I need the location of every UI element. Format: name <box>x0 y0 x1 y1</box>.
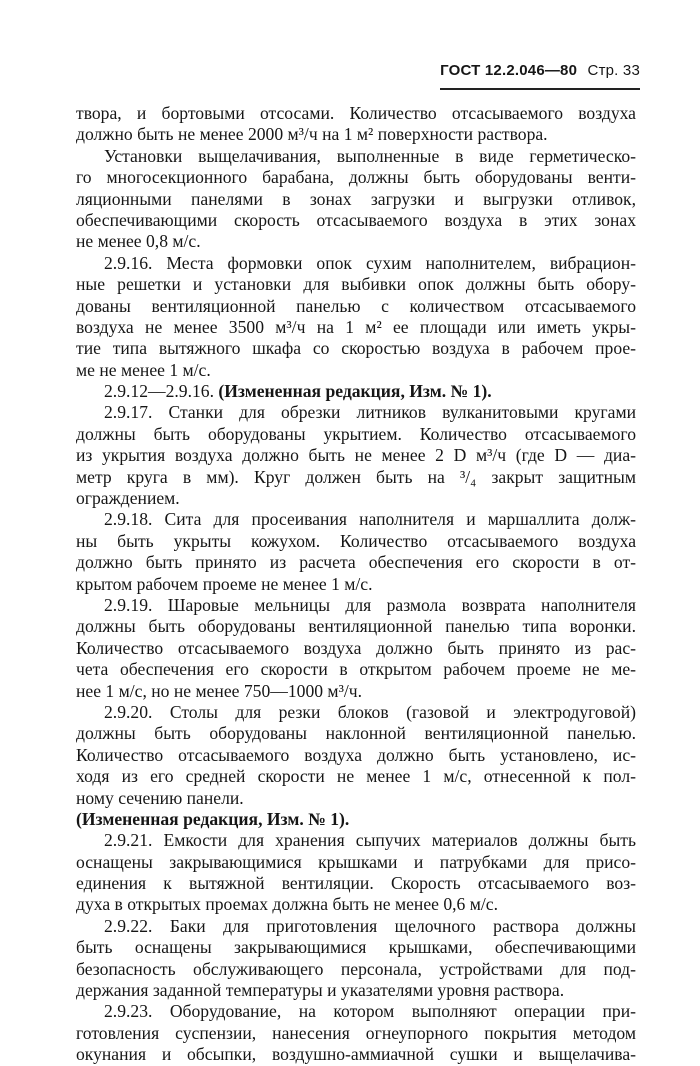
text-line: 2.9.23. Оборудование, на котором выполняют операции при- <box>104 1001 636 1022</box>
text-line: должны быть оборудованы вентиляционной панелью типа воронки. <box>76 616 636 637</box>
text-line: 2.9.18. Сита для просеивания наполнителя и маршаллита долж- <box>104 509 636 530</box>
text-line: 2.9.17. Станки для обрезки литников вулканитовыми кругами <box>104 402 636 423</box>
text-line: воздуха не менее 3500 м³/ч на 1 м² ее площади или иметь укры- <box>76 316 636 337</box>
text-line: твора, и бортовыми отсосами. Количество отсасываемого воздуха <box>76 103 636 123</box>
header-rule <box>440 88 640 90</box>
document-body <box>76 103 636 1066</box>
text-line: Установки выщелачивания, выполненные в виде герметическо- <box>104 145 636 166</box>
text-line <box>76 809 636 830</box>
text-line: ходя из его средней скорости не менее 1 м/с, отнесенной к пол- <box>76 766 636 787</box>
amendment-note: (Измененная редакция, Изм. № 1). <box>76 808 350 829</box>
text-line: безопасность обслуживающего персонала, устройствами для под- <box>76 958 636 979</box>
text-line: оснащены закрывающимися крышками и патрубками для присо- <box>76 851 636 872</box>
text-line: 2.9.19. Шаровые мельницы для размола возврата наполнителя <box>104 594 636 615</box>
amendment-note: (Измененная редакция, Изм. № 1). <box>218 381 492 402</box>
text-line: быть оснащены закрывающимися крышками, обеспечивающими <box>76 937 636 958</box>
text-line: ному сечению панели. <box>76 787 244 808</box>
text-line: 2.9.21. Емкости для хранения сыпучих материалов должны быть <box>104 830 636 851</box>
text-line: ны быть укрыты кожухом. Количество отсасываемого воздуха <box>76 530 636 551</box>
text-line: го многосекционного барабана, должны быть оборудованы венти- <box>76 167 636 188</box>
text-line: чета обеспечения его скорости в открытом рабочем проеме не ме- <box>76 659 636 680</box>
text-line: из укрытия воздуха должно быть не менее 2 D м³/ч (где D — диа- <box>76 445 636 466</box>
text-line: 2.9.20. Столы для резки блоков (газовой и электродуговой) <box>104 701 636 722</box>
text-line: готовления суспензии, нанесения огнеупорного покрытия методом <box>76 1022 636 1043</box>
text-line: Количество отсасываемого воздуха должно быть принято из рас- <box>76 637 636 658</box>
text-line: окунания и обсыпки, воздушно-аммиачной сушки и выщелачива- <box>76 1044 636 1065</box>
text-line: должно быть не менее 2000 м³/ч на 1 м² поверхности раствора. <box>76 124 548 145</box>
text-line: дованы вентиляционной панелью с количеством отсасываемого <box>76 295 636 316</box>
page-header <box>440 62 640 79</box>
text-line: ме не менее 1 м/с. <box>76 359 211 380</box>
text-line: не менее 0,8 м/с. <box>76 231 201 252</box>
text-line: метр круга в мм). Круг должен быть на ³/₄ закрыт защитным <box>76 466 636 487</box>
text-line: 2.9.16. Места формовки опок сухим наполнителем, вибрацион- <box>104 252 636 273</box>
text-line: Количество отсасываемого воздуха должно быть установлено, ис- <box>76 744 636 765</box>
text-line: единения к вытяжной вентиляции. Скорость отсасываемого воз- <box>76 873 636 894</box>
text-line: должны быть оборудованы укрытием. Количество отсасываемого <box>76 423 636 444</box>
text-line: ляционными панелями в зонах загрузки и выгрузки отливок, <box>76 188 636 209</box>
text-line: ные решетки и установки для выбивки опок должны быть обору- <box>76 274 636 295</box>
text-line: духа в открытых проемах должна быть не менее 0,6 м/с. <box>76 894 498 915</box>
text-line: 2.9.22. Баки для приготовления щелочного раствора должны <box>104 915 636 936</box>
text-line: ограждением. <box>76 488 180 509</box>
text-line: должны быть оборудованы наклонной вентиляционной панелью. <box>76 723 636 744</box>
text-line: держания заданной температуры и указателями уровня раствора. <box>76 980 565 1001</box>
text-line: крытом рабочем проеме не менее 1 м/с. <box>76 573 373 594</box>
text-line: должно быть принято из расчета обеспечения его скорости в от- <box>76 552 636 573</box>
document-code: ГОСТ 12.2.046—80 <box>440 62 578 79</box>
page-number: Стр. 33 <box>587 62 640 79</box>
text-line: обеспечивающими скорость отсасываемого воздуха в этих зонах <box>76 209 636 230</box>
text-line: тие типа вытяжного шкафа со скоростью воздуха в рабочем прое- <box>76 338 636 359</box>
text-line: нее 1 м/с, но не менее 750—1000 м³/ч. <box>76 680 362 701</box>
text-line: 2.9.12—2.9.16. (Измененная редакция, Изм. № 1). <box>104 381 492 402</box>
